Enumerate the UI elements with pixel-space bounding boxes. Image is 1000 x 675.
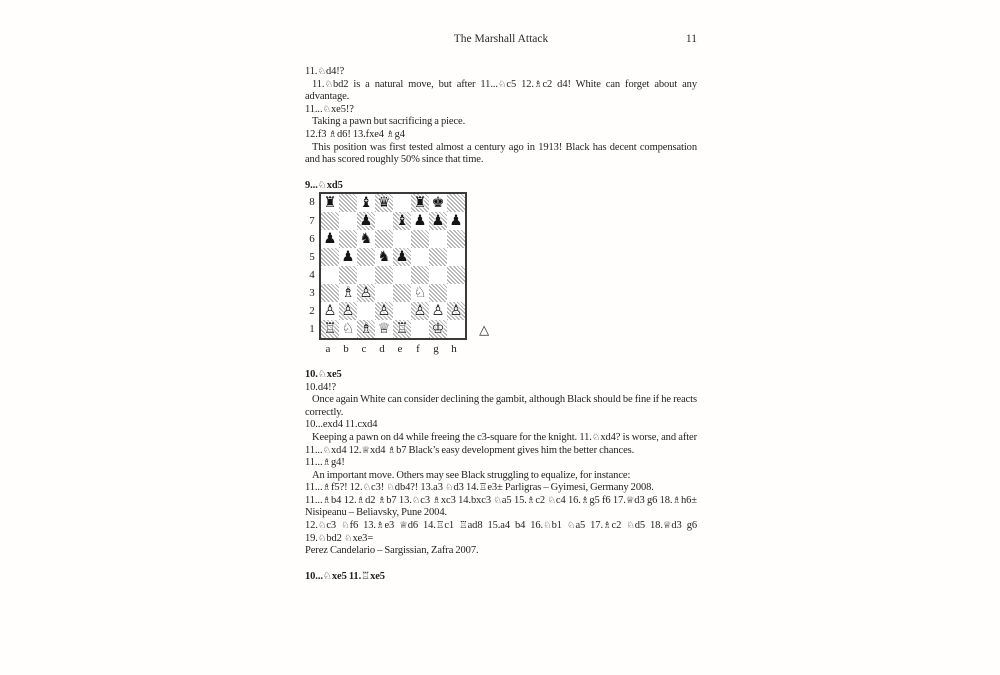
mainline-heading: 10...♘xe5 11.♖xe5 (305, 570, 385, 582)
board-square (375, 284, 393, 302)
board-square (339, 248, 357, 266)
move-line: 11...♘xe5!? (305, 103, 354, 115)
chess-figurine: ♘ (341, 520, 350, 532)
chess-figurine: ♘ (362, 482, 372, 494)
move-line: 10...exd4 11.cxd4 (305, 419, 378, 431)
rank-label: 5 (309, 251, 315, 264)
chess-figurine: ♘ (343, 532, 353, 544)
board-square (411, 194, 429, 212)
board-square (375, 320, 393, 338)
piece-white-pawn: ♙ (431, 303, 445, 320)
chess-figurine: ♘ (322, 444, 332, 456)
chess-figurine: ♕ (361, 444, 370, 456)
file-label: f (416, 343, 420, 356)
page-number: 11 (685, 33, 697, 45)
board-square (447, 230, 465, 248)
chess-figurine: ♗ (386, 128, 395, 140)
body-text (305, 66, 697, 583)
board-square (429, 248, 447, 266)
variation-line: 11...♗b4 12.♗d2 ♗b7 13.♘c3 ♗xc3 14.bxc3 ♘a5 15.♗c2 ♘c4 16.♗g5 f6 17.♕d3 g6 18.♗h6± Nisipeanu – Beliavsky, Pune 2004. (305, 494, 697, 519)
board-square (375, 302, 393, 320)
piece-black-pawn: ♟ (359, 213, 373, 230)
chess-figurine: ♗ (526, 494, 536, 506)
chess-figurine: ♘ (317, 520, 327, 532)
commentary-paragraph: Keeping a pawn on d4 while freeing the c3-square for the knight. 11.♘xd4? is worse, and after 11...♘xd4 12.♕xd4 ♗b7 Black’s easy development gives him the better chances. (305, 431, 697, 456)
board-square (339, 194, 357, 212)
chess-figurine: ♘ (322, 103, 332, 115)
board-square (411, 230, 429, 248)
rank-labels (305, 192, 319, 338)
commentary-paragraph: Once again White can consider declining the gambit, although Black should be fine if he reacts correctly. (305, 394, 697, 418)
chess-figurine: ♘ (543, 520, 552, 532)
board-square (393, 212, 411, 230)
file-label: h (451, 343, 457, 356)
chess-figurine: ♘ (493, 494, 502, 506)
board-square (339, 230, 357, 248)
rank-label: 2 (309, 305, 315, 318)
piece-black-pawn: ♟ (431, 213, 445, 230)
piece-black-pawn: ♟ (413, 213, 427, 230)
chess-figurine: ♗ (322, 482, 332, 494)
chess-figurine: ♘ (317, 368, 327, 380)
board-square (393, 194, 411, 212)
chess-figurine: ♕ (625, 494, 635, 506)
chess-figurine: ♗ (328, 128, 338, 140)
chess-figurine: ♘ (317, 532, 327, 544)
board-square (447, 248, 465, 266)
piece-black-bishop: ♝ (359, 195, 373, 212)
piece-black-knight: ♞ (377, 249, 391, 266)
board-square (357, 230, 375, 248)
file-label: d (379, 343, 385, 356)
board-square (429, 212, 447, 230)
diagram-board-area (305, 192, 467, 340)
board-rank (321, 302, 465, 320)
variation-line: Perez Candelario – Sargissian, Zafra 2007. (305, 545, 479, 557)
chess-figurine: ♗ (432, 494, 441, 506)
file-label: a (325, 343, 331, 356)
chess-figurine: ♖ (435, 520, 445, 532)
move-line: 11.♘d4!? (305, 66, 345, 77)
move-line: 12.f3 ♗d6! 13.fxe4 ♗g4 (305, 128, 405, 140)
piece-white-queen: ♕ (377, 321, 391, 338)
chess-board (319, 192, 467, 340)
rank-label: 1 (309, 323, 315, 336)
piece-white-knight: ♘ (341, 321, 355, 338)
chess-figurine: ♕ (399, 520, 408, 532)
chess-figurine: ♘ (322, 570, 332, 582)
chess-figurine: ♘ (317, 179, 327, 191)
board-square (393, 266, 411, 284)
piece-black-king: ♚ (431, 195, 445, 212)
rank-label: 4 (309, 269, 315, 282)
board-square (375, 194, 393, 212)
board-square (357, 266, 375, 284)
board-square (357, 212, 375, 230)
board-square (447, 266, 465, 284)
board-square (321, 302, 339, 320)
board-square (429, 302, 447, 320)
chess-figurine: ♗ (377, 494, 387, 506)
board-square (339, 266, 357, 284)
commentary-paragraph: An important move. Others may see Black struggling to equalize, for instance: (312, 469, 631, 481)
chess-figurine: ♘ (547, 494, 556, 506)
piece-black-pawn: ♟ (449, 213, 463, 230)
page-content (305, 33, 697, 583)
chess-figurine: ♖ (459, 520, 468, 532)
piece-white-bishop: ♗ (341, 285, 355, 302)
chess-diagram (305, 192, 489, 356)
chess-figurine: ♖ (478, 482, 488, 494)
piece-black-bishop: ♝ (395, 213, 409, 230)
chess-figurine: ♘ (317, 66, 326, 77)
board-square (411, 320, 429, 338)
file-label: b (343, 343, 349, 356)
piece-white-knight: ♘ (413, 285, 427, 302)
file-label: g (433, 343, 439, 356)
chapter-title: The Marshall Attack (453, 33, 549, 45)
piece-black-queen: ♛ (377, 195, 391, 212)
chess-figurine: ♕ (662, 520, 672, 532)
chess-figurine: ♘ (591, 431, 601, 443)
board-square (375, 248, 393, 266)
board-square (393, 248, 411, 266)
piece-white-king: ♔ (431, 321, 445, 338)
board-square (357, 284, 375, 302)
board-square (339, 320, 357, 338)
board-square (375, 266, 393, 284)
board-square (447, 302, 465, 320)
piece-black-rook: ♜ (323, 195, 337, 212)
board-square (339, 302, 357, 320)
piece-white-pawn: ♙ (449, 303, 463, 320)
running-header (305, 33, 697, 46)
file-label: c (361, 343, 367, 356)
board-square (447, 194, 465, 212)
chess-figurine: ♗ (322, 494, 332, 506)
board-square (411, 266, 429, 284)
board-square (321, 266, 339, 284)
board-square (447, 284, 465, 302)
chess-figurine: ♗ (672, 494, 681, 506)
board-square (393, 320, 411, 338)
board-square (339, 212, 357, 230)
chess-figurine: ♘ (497, 78, 507, 90)
board-square (429, 194, 447, 212)
chess-figurine: ♗ (375, 520, 385, 532)
piece-white-rook: ♖ (395, 321, 409, 338)
board-square (411, 284, 429, 302)
board-square (321, 248, 339, 266)
board-square (321, 284, 339, 302)
rank-label: 3 (309, 287, 315, 300)
file-labels (319, 343, 467, 356)
board-square (357, 194, 375, 212)
board-square (411, 212, 429, 230)
rank-label: 8 (309, 196, 315, 209)
board-square (429, 266, 447, 284)
commentary-paragraph: Taking a pawn but sacrificing a piece. (312, 116, 466, 128)
board-square (321, 212, 339, 230)
board-square (429, 284, 447, 302)
board-square (357, 302, 375, 320)
board-square (429, 230, 447, 248)
variation-line: 11...♗f5?! 12.♘c3! ♘db4?! 13.a3 ♘d3 14.♖e3± Parligras – Gyimesi, Germany 2008. (305, 482, 654, 494)
board-rank (321, 248, 465, 266)
piece-black-pawn: ♟ (395, 249, 409, 266)
piece-black-rook: ♜ (413, 195, 427, 212)
chess-figurine: ♘ (626, 520, 635, 532)
piece-black-pawn: ♟ (341, 249, 355, 266)
board-rank (321, 266, 465, 284)
board-square (393, 284, 411, 302)
move-line: 11...♗g4! (305, 457, 345, 469)
board-square (321, 194, 339, 212)
chess-figurine: ♘ (445, 482, 454, 494)
board-square (375, 230, 393, 248)
move-line: 12.♘c3 ♘f6 13.♗e3 ♕d6 14.♖c1 ♖ad8 15.a4 b4 16.♘b1 ♘a5 17.♗c2 ♘d5 18.♕d3 g6 19.♘bd2 ♘xe3= (305, 520, 697, 544)
mainline-heading: 9...♘xd5 (305, 179, 343, 191)
rank-label: 7 (309, 215, 315, 228)
chess-figurine: ♗ (322, 457, 332, 469)
chess-figurine: ♗ (533, 78, 543, 90)
board-rank (321, 230, 465, 248)
chess-figurine: ♘ (566, 520, 576, 532)
board-square (447, 212, 465, 230)
file-label: e (397, 343, 403, 356)
board-square (429, 320, 447, 338)
board-square (357, 320, 375, 338)
commentary-paragraph: This position was first tested almost a century ago in 1913! Black has decent compensation and has scored roughly 50% since that time. (305, 141, 697, 166)
board-rank (321, 320, 465, 338)
chess-figurine: ♗ (580, 494, 590, 506)
piece-white-pawn: ♙ (359, 285, 373, 302)
board-square (411, 248, 429, 266)
chess-figurine: ♗ (602, 520, 612, 532)
chess-figurine: ♘ (386, 482, 395, 494)
rank-label: 6 (309, 233, 315, 246)
board-square (411, 302, 429, 320)
move-line: 10.d4!? (305, 381, 337, 393)
board-square (339, 284, 357, 302)
white-to-move-triangle: △ (479, 322, 489, 338)
board-square (375, 212, 393, 230)
board-square (321, 320, 339, 338)
chess-figurine: ♗ (387, 444, 397, 456)
board-square (447, 320, 465, 338)
board-rank (321, 284, 465, 302)
piece-white-pawn: ♙ (413, 303, 427, 320)
chess-figurine: ♘ (411, 494, 421, 506)
chess-figurine: ♘ (324, 78, 333, 90)
piece-white-pawn: ♙ (323, 303, 337, 320)
board-square (357, 248, 375, 266)
piece-white-bishop: ♗ (359, 321, 373, 338)
chess-figurine: ♗ (356, 494, 366, 506)
mainline-heading: 10.♘xe5 (305, 368, 342, 380)
piece-white-rook: ♖ (323, 321, 337, 338)
board-rank (321, 194, 465, 212)
piece-black-knight: ♞ (359, 231, 373, 248)
board-square (393, 230, 411, 248)
board-square (321, 230, 339, 248)
board-square (393, 302, 411, 320)
commentary-paragraph: 11.♘bd2 is a natural move, but after 11...♘c5 12.♗c2 d4! White can forget about any advantage. (305, 78, 697, 103)
chess-figurine: ♖ (361, 570, 371, 582)
board-rank (321, 212, 465, 230)
piece-white-pawn: ♙ (377, 303, 391, 320)
piece-black-pawn: ♟ (323, 231, 337, 248)
piece-white-pawn: ♙ (341, 303, 355, 320)
